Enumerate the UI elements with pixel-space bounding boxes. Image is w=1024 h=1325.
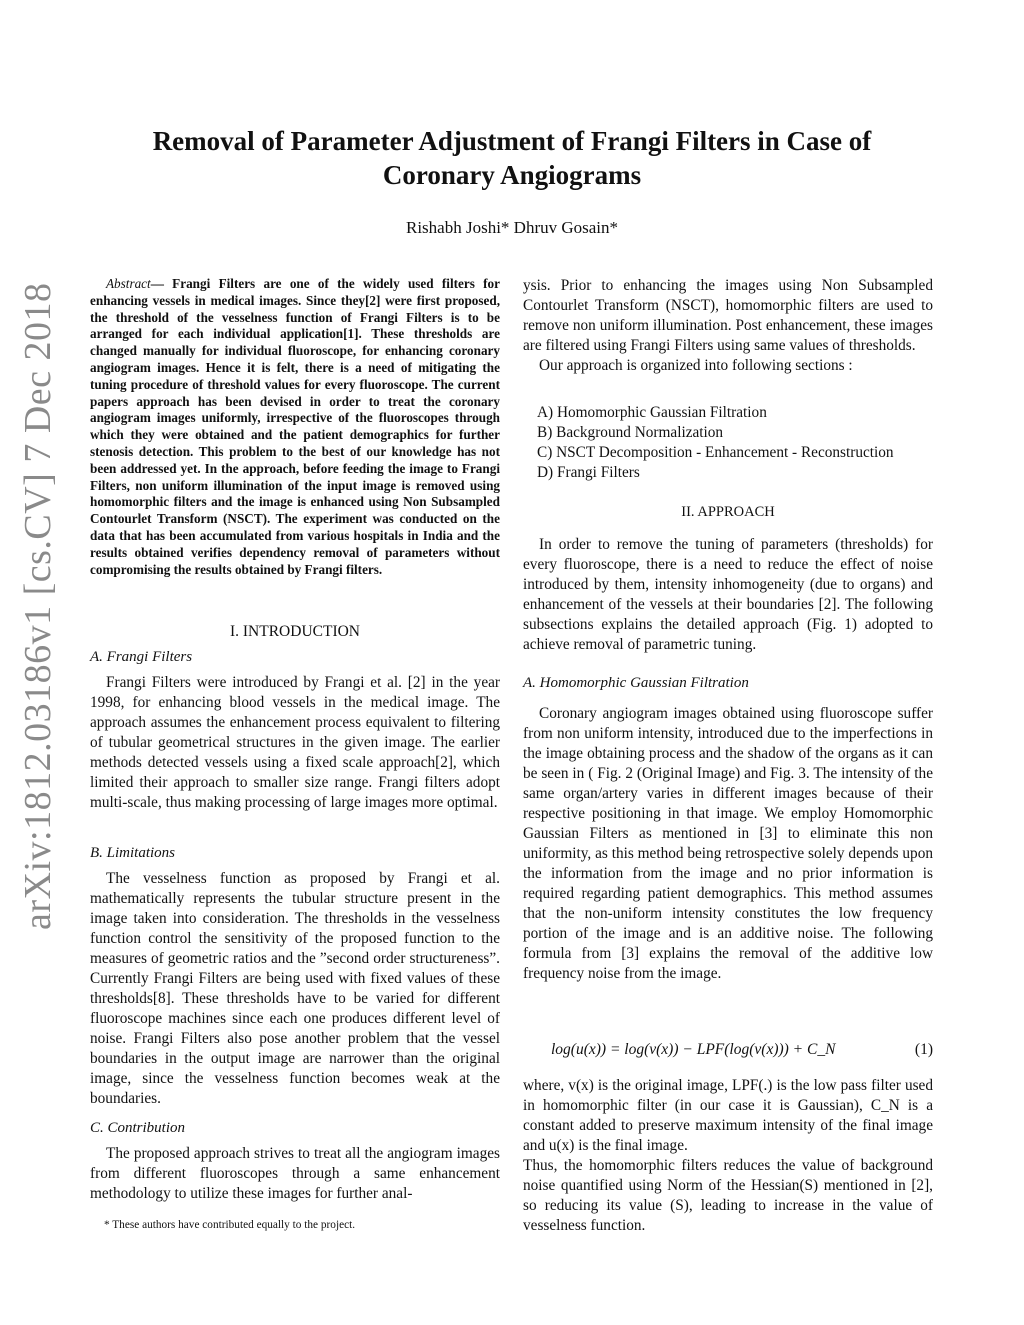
equation-number: (1) bbox=[914, 1041, 933, 1058]
subsection-b-title: B. Limitations bbox=[90, 845, 176, 861]
section-list bbox=[523, 403, 933, 483]
subsection-2a-body bbox=[523, 704, 933, 984]
arxiv-identifier: arXiv:1812.03186v1 [cs.CV] 7 Dec 2018 bbox=[17, 282, 59, 930]
equation-1 bbox=[523, 1041, 933, 1059]
subsection-c-title: C. Contribution bbox=[90, 1120, 186, 1136]
equation-formula: log(u(x)) = log(v(x)) − LPF(log(v(x))) + C_N bbox=[551, 1041, 836, 1058]
section-1-title: I. INTRODUCTION bbox=[229, 623, 360, 640]
subsection-c-body bbox=[90, 1144, 500, 1204]
abstract-text: — Frangi Filters are one of the widely used filters for enhancing vessels in medical images. Since they[2] were first proposed, the threshold of the vesselness function of Frangi Filters is to be arranged for each individual application[1]. These thresholds are changed manually for individual fluoroscope, for enhancing coronary angiogram images. Hence it is felt, there is a need of mitigating the tuning procedure of threshold values for every fluoroscope. The current papers approach has been devised in order to treat the coronary angiogram images uniformly, irrespective of the fluoroscopes through which they were obtained and the patient demographics for further stenosis detection. This problem to the best of our knowledge has not been addressed yet. In the approach, before feeding the image to Frangi Filters, non uniform illumination of the input image is removed using homomorphic filters and the image is enhanced using Non Subsampled Contourlet Transform (NSCT). The experiment was conducted on the data that has been accumulated from various hospitals in India and the results obtained verifies dependency removal of parameters without compromising the results obtained by Frangi filters. bbox=[90, 276, 500, 577]
paper-title bbox=[100, 124, 924, 192]
paragraph: Frangi Filters were introduced by Frangi et al. [2] in the year 1998, for enhancing blood vessels in the medical image. The approach assumes the enhancement process equivalent to filtering of tubular geometrical structures in the given image. The earlier methods detected vessels using a fixed scale approach[2], which limited their approach to smaller size range. Frangi filters adopt multi-scale, thus making processing of large images more optimal. bbox=[90, 674, 500, 811]
paragraph: Coronary angiogram images obtained using fluoroscope suffer from non uniform intensity, introduced due to the imperfections in the image obtaining process and the shadow of the organs as it can be seen in ( Fig. 2 (Original Image) and Fig. 3. The intensity of the same organ/artery varies in different images because of their respective positioning in that image. We employ Homomorphic Gaussian Filters as mentioned in [3] to eliminate this non uniformity, as this method being retrospective solely depends upon the information from the image and no prior information is required regarding patient demographics. This method assumes that the non-uniform intensity constitutes the low frequency portion of the image and is an additive noise. The following formula from [3] explains the removal of the additive low frequency noise from the image. bbox=[523, 705, 933, 982]
paragraph: The vesselness function as proposed by Frangi et al. mathematically represents the tubular structure present in the image taken into consideration. The thresholds in the vesselness function control the sensitivity of the proposed function to the measures of geometric ratios and the ”second order structureness”. Currently Frangi Filters are being used with fixed values of these thresholds[8]. These thresholds have to be varied for different fluoroscope machines since each one produces different level of noise. Frangi Filters also pose another problem that the vessel boundaries in the output image are narrower than the original image, since the vesselness function becomes weak at the boundaries. bbox=[90, 870, 500, 1107]
section-list-item: C) NSCT Decomposition - Enhancement - Reconstruction bbox=[537, 444, 894, 461]
subsection-a-title: A. Frangi Filters bbox=[90, 649, 193, 665]
subsection-2a-title: A. Homomorphic Gaussian Filtration bbox=[523, 675, 749, 691]
equation-explanation bbox=[523, 1076, 933, 1236]
subsection-b-body bbox=[90, 869, 500, 1109]
where-paragraph: where, v(x) is the original image, LPF(.) is the low pass filter used in homomorphic filter (in our case it is Gaussian), C_N is a constant added to preserve maximum intensity of the final image and u(x) is the final image. bbox=[523, 1077, 933, 1154]
footnote: * These authors have contributed equally to the project. bbox=[104, 1219, 356, 1231]
title-line-1: Removal of Parameter Adjustment of Frangi Filters in Case of bbox=[152, 126, 872, 156]
abstract bbox=[90, 276, 500, 578]
section-list-item: D) Frangi Filters bbox=[537, 464, 640, 481]
paragraph: In order to remove the tuning of parameters (thresholds) for every fluoroscope, there is a need to reduce the effect of noise introduced by them, intensity inhomogeneity (due to organs) and enhancement of the vessels at their boundaries [2]. The following subsections explains the detailed approach (Fig. 1) adopted to achieve removal of parametric tuning. bbox=[523, 536, 933, 653]
abstract-label: Abstract bbox=[106, 276, 151, 291]
authors: Rishabh Joshi* Dhruv Gosain* bbox=[405, 218, 619, 237]
organization-intro: Our approach is organized into following sections : bbox=[539, 357, 853, 374]
section-list-item: B) Background Normalization bbox=[537, 424, 724, 441]
section-2-body bbox=[523, 535, 933, 655]
thus-paragraph: Thus, the homomorphic filters reduces the value of background noise quantified using Norm of the Hessian(S) mentioned in [2], so reducing its value (S), leading to increase in the value of vesselness function. bbox=[523, 1157, 933, 1234]
paragraph: ysis. Prior to enhancing the images using Non Subsampled Contourlet Transform (NSCT), homomorphic filters are used to remove non uniform illumination. Post enhancement, these images are filtered using Frangi Filters using same values of thresholds. bbox=[523, 277, 933, 354]
section-2-title: II. APPROACH bbox=[681, 504, 775, 520]
column-2-continuation bbox=[523, 276, 933, 376]
title-line-2: Coronary Angiograms bbox=[382, 160, 642, 190]
section-list-item: A) Homomorphic Gaussian Filtration bbox=[537, 404, 767, 421]
paragraph: The proposed approach strives to treat all the angiogram images from different fluoroscopes through a same enhancement methodology to utilize these images for further anal- bbox=[90, 1145, 500, 1202]
subsection-a-body bbox=[90, 673, 500, 813]
